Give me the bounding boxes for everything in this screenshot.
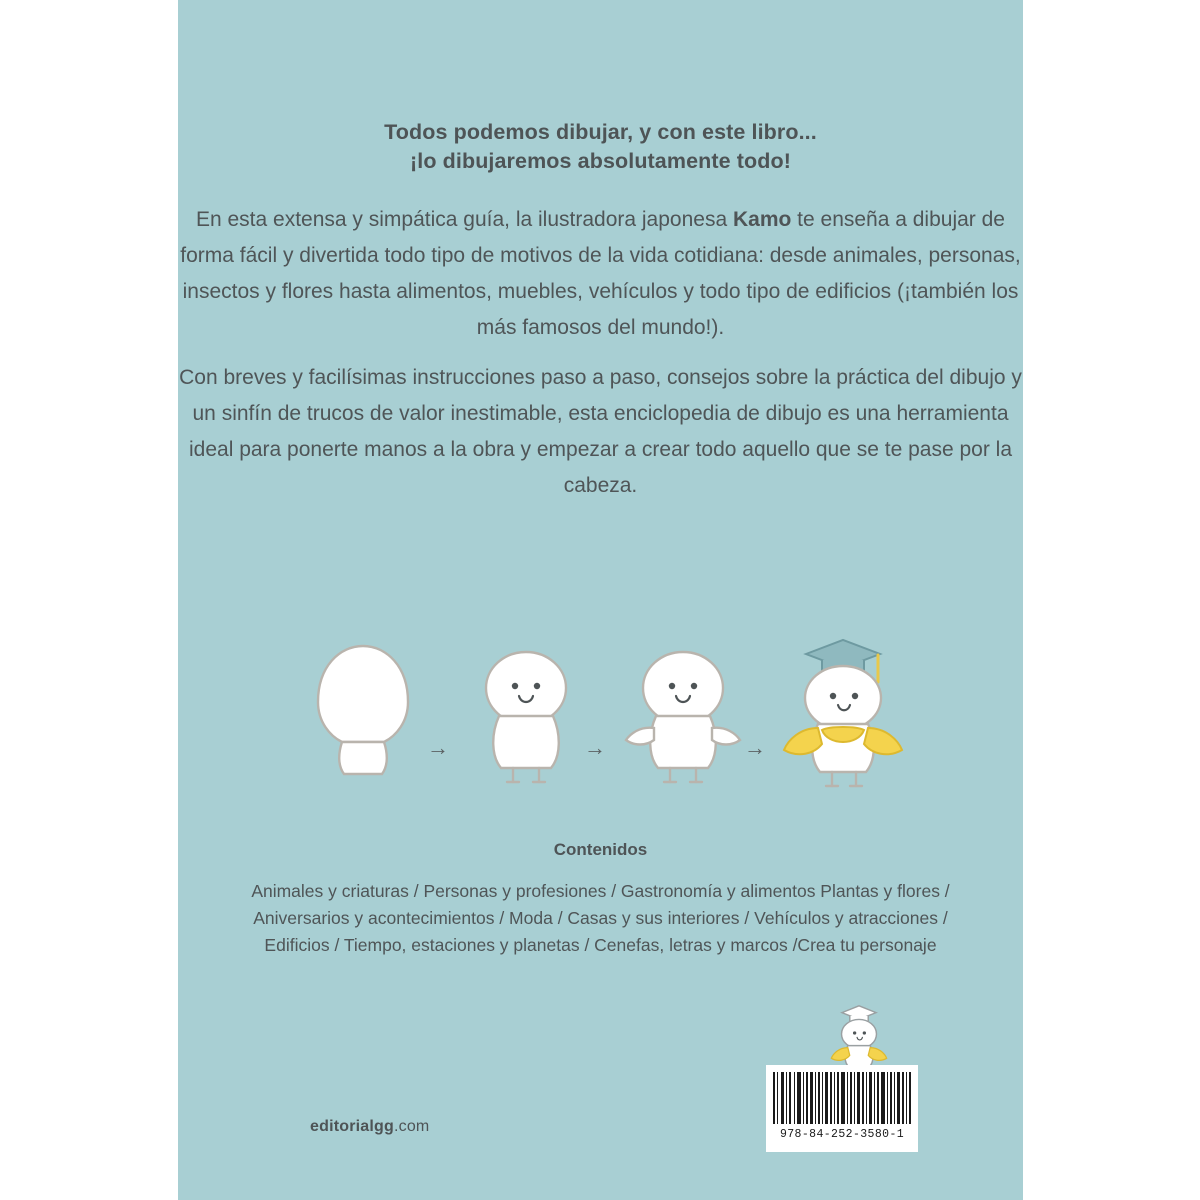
- headline-line-1: Todos podemos dibujar, y con este libro...: [384, 120, 817, 144]
- body-copy: [178, 202, 1023, 518]
- step-illustration-strip: [178, 630, 1023, 820]
- headline-line-2: ¡lo dibujaremos absolutamente todo!: [410, 149, 791, 173]
- character-face-icon: [461, 630, 591, 820]
- mascot-small: [826, 1000, 892, 1068]
- paragraph-2: Con breves y facilísimas instrucciones paso a paso, consejos sobre la práctica del dibujo y un sinfín de trucos de valor inestimable, esta enciclopedia de dibujo es una herramienta ideal para ponerte manos a la obra y empezar a crear todo aquello que se te pase por la cabeza.: [179, 366, 1022, 497]
- step-arrow-2: →: [584, 735, 606, 760]
- step-blank-shape: [298, 630, 428, 820]
- publisher-website-name: editorialgg: [310, 1118, 394, 1135]
- isbn-number: 978-84-252-3580-1: [779, 1128, 905, 1141]
- character-arms-icon: [618, 630, 748, 820]
- step-face-legs: [461, 630, 591, 820]
- barcode: [766, 1065, 918, 1152]
- step-arms: [618, 630, 748, 820]
- step-arrow-3: →: [744, 735, 766, 760]
- step-graduate-final: [778, 630, 908, 820]
- contents-title: Contenidos: [553, 840, 648, 859]
- author-name: Kamo: [732, 208, 792, 231]
- paragraph-1-part-1: En esta extensa y simpática guía, la ilustradora japonesa: [195, 208, 733, 231]
- paragraph-1: [178, 202, 1023, 346]
- headline: [178, 118, 1023, 176]
- step-arrow-1: →: [427, 735, 449, 760]
- contents-list: Animales y criaturas / Personas y profesiones / Gastronomía y alimentos Plantas y flores / Aniversarios y acontecimientos / Moda / Casas y sus interiores / Vehículos y atracciones / Edificios / Tiempo, estaciones y planetas / Cenefas, letras y marcos /Crea tu personaje: [251, 881, 950, 955]
- publisher-website-tld: .com: [393, 1118, 430, 1135]
- barcode-bars: [773, 1072, 911, 1124]
- character-outline-icon: [298, 630, 428, 820]
- character-graduate-small-icon: [826, 1000, 892, 1068]
- character-graduate-icon: [778, 630, 908, 820]
- paragraph-1-part-2: te enseña a dibujar de forma fácil y divertida todo tipo de motivos de la vida cotidiana: desde animales, personas, insectos y flores hasta alimentos, muebles, vehículos y todo tipo de edificios (¡también los más famosos del mundo!).: [180, 208, 1021, 339]
- cover-panel: [178, 0, 1023, 1200]
- publisher-website: [310, 1118, 429, 1136]
